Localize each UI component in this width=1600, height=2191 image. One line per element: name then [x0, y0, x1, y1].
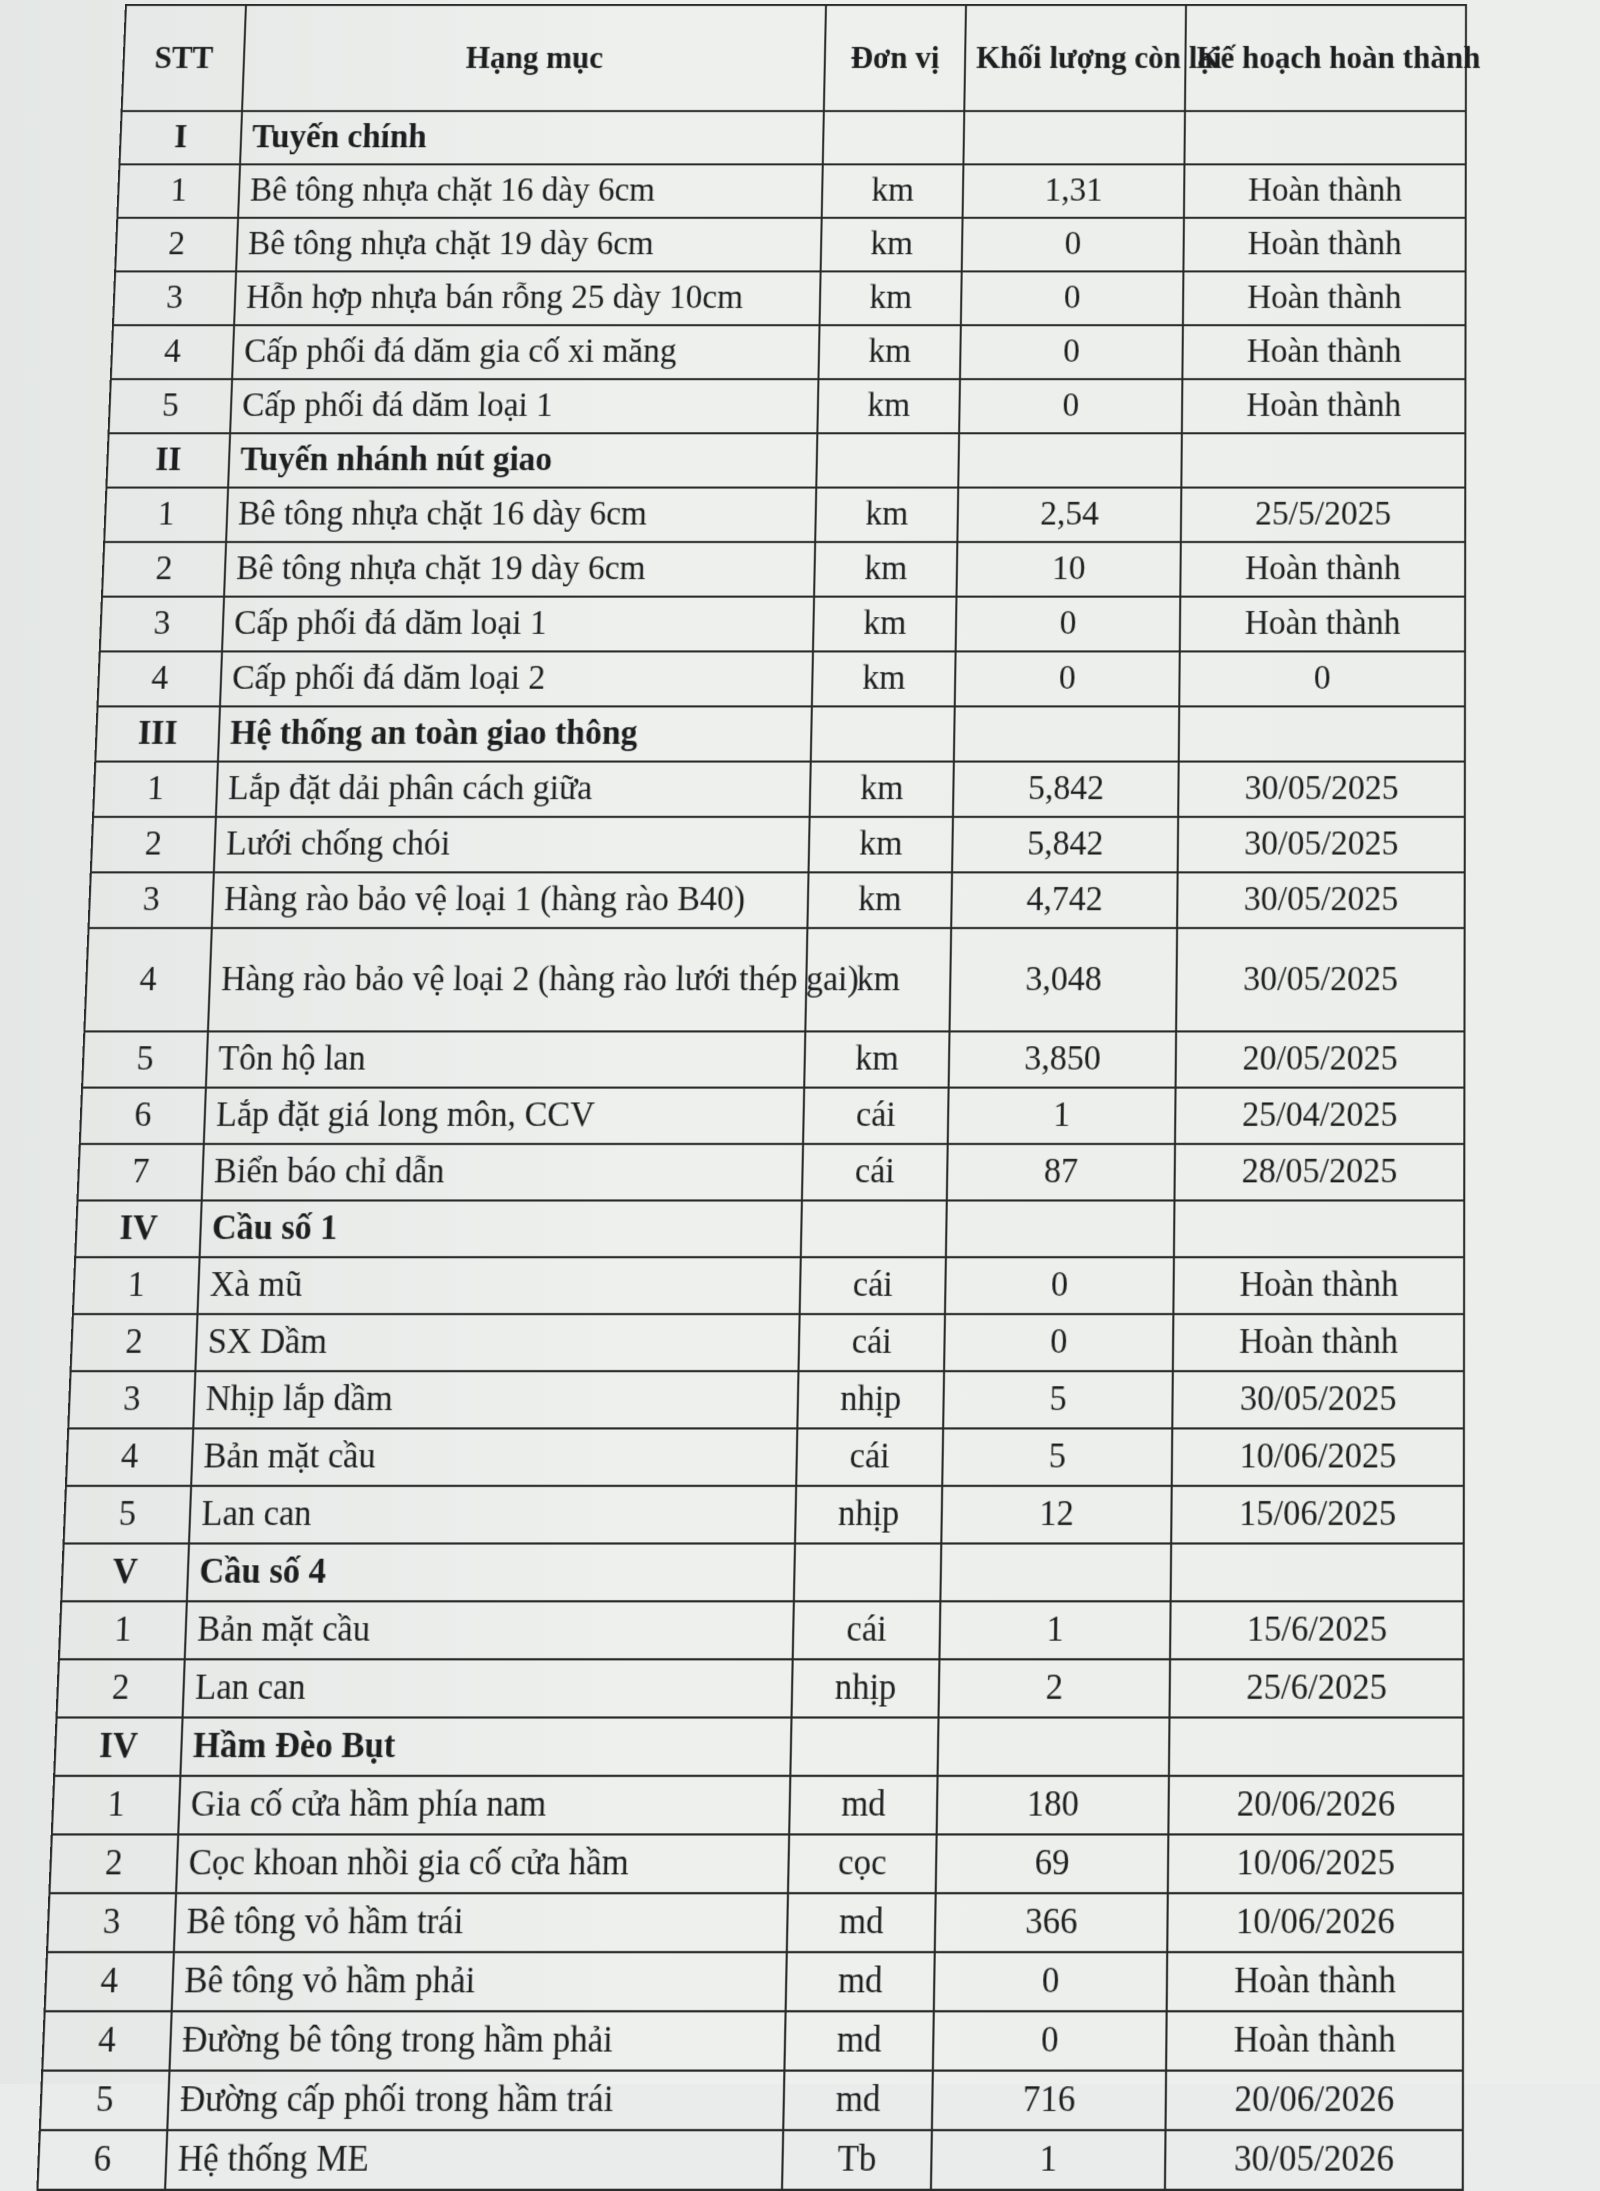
row-plan: 10/06/2026	[1167, 1893, 1463, 1952]
header-unit: Đơn vị	[824, 5, 966, 111]
header-item: Hạng mục	[242, 5, 826, 111]
row-plan: Hoàn thành	[1167, 1952, 1463, 2011]
table-row	[37, 2130, 1462, 2190]
row-item: Bê tông vỏ hầm trái	[174, 1893, 788, 1952]
row-remaining-qty: 0	[961, 271, 1184, 325]
row-unit: cái	[803, 1088, 949, 1144]
section-title: Hầm Đèo Bụt	[180, 1717, 791, 1775]
section-row	[54, 1717, 1463, 1775]
row-remaining-qty: 0	[960, 325, 1183, 379]
table-row	[47, 1893, 1463, 1952]
row-remaining-qty: 5,842	[952, 817, 1178, 872]
row-stt: 1	[52, 1776, 181, 1835]
row-remaining-qty: 1	[931, 2130, 1166, 2190]
row-item: Lưới chống chói	[214, 817, 810, 872]
table-row	[40, 2071, 1463, 2131]
row-remaining-qty: 69	[936, 1834, 1169, 1893]
row-plan: 25/04/2025	[1175, 1088, 1464, 1144]
row-unit: cái	[802, 1144, 948, 1201]
empty-cell	[1181, 433, 1465, 487]
empty-cell	[938, 1717, 1170, 1775]
empty-cell	[811, 706, 955, 761]
row-unit: nhịp	[795, 1486, 942, 1544]
row-unit: km	[822, 164, 964, 217]
row-unit: km	[814, 542, 957, 597]
table-row	[59, 1601, 1464, 1659]
row-stt: 2	[57, 1659, 185, 1717]
row-remaining-qty: 12	[941, 1486, 1171, 1544]
row-stt: 1	[93, 762, 218, 817]
row-stt: 2	[71, 1314, 198, 1371]
row-unit: Tb	[782, 2130, 932, 2190]
table-row	[93, 762, 1465, 817]
row-plan: 30/05/2025	[1178, 817, 1465, 872]
table-row	[111, 325, 1466, 379]
row-item: Lắp đặt dải phân cách giữa	[216, 762, 811, 817]
row-plan: Hoàn thành	[1183, 218, 1465, 272]
row-item: Cọc khoan nhồi gia cố cửa hầm	[176, 1834, 789, 1893]
row-remaining-qty: 87	[947, 1144, 1175, 1201]
row-plan: Hoàn thành	[1182, 325, 1465, 379]
row-remaining-qty: 0	[962, 218, 1184, 272]
table-row	[45, 1952, 1463, 2011]
empty-cell	[963, 111, 1185, 164]
row-stt: 5	[82, 1031, 208, 1087]
table-row	[82, 1031, 1464, 1087]
row-plan: 20/06/2026	[1166, 2071, 1463, 2131]
row-remaining-qty: 3,850	[949, 1031, 1176, 1087]
row-item: Bê tông nhựa chặt 16 dày 6cm	[238, 164, 823, 217]
table-row	[80, 1088, 1465, 1144]
empty-cell	[801, 1200, 947, 1257]
row-item: Đường bê tông trong hầm phải	[169, 2011, 785, 2070]
row-plan: 15/6/2025	[1170, 1601, 1464, 1659]
row-remaining-qty: 716	[932, 2071, 1166, 2131]
row-unit: cọc	[788, 1834, 937, 1893]
table-row	[89, 872, 1465, 928]
row-stt: 3	[100, 597, 224, 652]
row-unit: km	[820, 271, 962, 325]
row-plan: 25/5/2025	[1181, 488, 1465, 542]
section-number: IV	[75, 1200, 201, 1257]
row-plan: 28/05/2025	[1174, 1144, 1464, 1201]
row-unit: km	[821, 218, 963, 272]
row-remaining-qty: 10	[956, 542, 1180, 597]
section-row	[61, 1543, 1463, 1601]
row-plan: 25/6/2025	[1169, 1659, 1463, 1717]
row-stt: 2	[115, 218, 238, 272]
section-title: Tuyến nhánh nút giao	[228, 433, 817, 487]
table-row	[71, 1314, 1464, 1371]
empty-cell	[823, 111, 965, 164]
row-unit: md	[784, 2011, 933, 2070]
row-stt: 4	[42, 2011, 171, 2070]
row-plan: 10/06/2025	[1172, 1428, 1464, 1485]
row-stt: 3	[89, 872, 214, 928]
table-row	[84, 928, 1464, 1031]
table-row	[73, 1257, 1464, 1314]
empty-cell	[940, 1543, 1171, 1601]
table-header-row	[122, 5, 1466, 111]
row-stt: 6	[80, 1088, 206, 1144]
row-stt: 2	[49, 1834, 178, 1893]
row-item: Cấp phối đá dăm loại 1	[222, 597, 814, 652]
section-title: Hệ thống an toàn giao thông	[218, 706, 812, 761]
table-row	[68, 1371, 1464, 1428]
row-item: Lan can	[189, 1486, 796, 1544]
row-remaining-qty: 0	[945, 1257, 1174, 1314]
empty-cell	[816, 433, 959, 487]
row-plan: Hoàn thành	[1173, 1314, 1464, 1371]
table-row	[113, 271, 1466, 325]
row-unit: km	[812, 651, 956, 706]
row-remaining-qty: 180	[937, 1776, 1169, 1835]
row-stt: 3	[113, 271, 236, 325]
row-item: Lan can	[183, 1659, 793, 1717]
table-row	[109, 379, 1466, 433]
row-unit: km	[817, 379, 960, 433]
table-row	[78, 1144, 1465, 1201]
row-stt: 6	[37, 2130, 167, 2190]
row-stt: 4	[98, 651, 222, 706]
row-remaining-qty: 0	[955, 651, 1180, 706]
row-stt: 1	[73, 1257, 200, 1314]
row-stt: 2	[102, 542, 226, 597]
row-remaining-qty: 1	[948, 1088, 1176, 1144]
row-item: Nhịp lắp dầm	[193, 1371, 798, 1428]
row-plan: Hoàn thành	[1183, 271, 1466, 325]
row-plan: Hoàn thành	[1180, 542, 1465, 597]
row-item: Gia cố cửa hầm phía nam	[178, 1776, 790, 1835]
row-item: SX Dầm	[195, 1314, 799, 1371]
table-row	[117, 164, 1465, 217]
row-remaining-qty: 0	[944, 1314, 1173, 1371]
section-number: IV	[54, 1717, 182, 1775]
empty-cell	[1169, 1717, 1464, 1775]
row-plan: 15/06/2025	[1171, 1486, 1464, 1544]
row-unit: km	[815, 488, 958, 542]
row-item: Bản mặt cầu	[185, 1601, 794, 1659]
row-remaining-qty: 5	[942, 1428, 1172, 1485]
row-plan: Hoàn thành	[1182, 379, 1466, 433]
row-unit: km	[813, 597, 957, 652]
row-plan: 30/05/2025	[1172, 1371, 1464, 1428]
row-item: Cấp phối đá dăm loại 1	[230, 379, 818, 433]
table-row	[102, 542, 1465, 597]
row-remaining-qty: 5	[943, 1371, 1173, 1428]
row-stt: 4	[111, 325, 234, 379]
header-remaining: Khối lượng còn lại	[964, 5, 1186, 111]
row-unit: nhịp	[797, 1371, 944, 1428]
row-remaining-qty: 5,842	[953, 762, 1179, 817]
row-item: Bê tông nhựa chặt 16 dày 6cm	[226, 488, 816, 542]
row-stt: 4	[84, 928, 211, 1031]
row-remaining-qty: 3,048	[950, 928, 1178, 1031]
row-remaining-qty: 1	[939, 1601, 1170, 1659]
table-row	[115, 218, 1466, 272]
row-unit: cái	[800, 1257, 946, 1314]
table-row	[52, 1776, 1464, 1835]
row-unit: cái	[796, 1428, 943, 1485]
row-remaining-qty: 366	[935, 1893, 1168, 1952]
row-plan: 20/06/2026	[1168, 1776, 1463, 1835]
row-item: Xà mũ	[197, 1257, 800, 1314]
table-row	[66, 1428, 1464, 1485]
row-stt: 5	[64, 1486, 192, 1544]
row-stt: 3	[68, 1371, 195, 1428]
table-row	[100, 597, 1465, 652]
row-stt: 4	[45, 1952, 174, 2011]
row-unit: km	[804, 1031, 949, 1087]
empty-cell	[794, 1543, 941, 1601]
row-unit: cái	[798, 1314, 944, 1371]
row-unit: md	[789, 1776, 937, 1835]
section-number: III	[95, 706, 220, 761]
row-item: Đường cấp phối trong hầm trái	[167, 2071, 784, 2131]
section-title: Tuyến chính	[240, 111, 824, 164]
row-item: Hàng rào bảo vệ loại 2 (hàng rào lưới thép gai)	[208, 928, 807, 1031]
section-row	[95, 706, 1465, 761]
row-stt: 1	[117, 164, 240, 217]
row-plan: 0	[1179, 651, 1465, 706]
section-number: II	[106, 433, 230, 487]
section-title: Cầu số 4	[187, 1543, 795, 1601]
row-item: Hỗn hợp nhựa bán rỗng 25 dày 10cm	[234, 271, 821, 325]
row-stt: 5	[40, 2071, 170, 2131]
table-row	[104, 488, 1465, 542]
row-plan: 30/05/2025	[1178, 762, 1465, 817]
row-plan: Hoàn thành	[1166, 2011, 1463, 2070]
row-unit: md	[786, 1952, 935, 2011]
section-number: I	[120, 111, 243, 164]
row-item: Biển báo chỉ dẫn	[202, 1144, 803, 1201]
section-row	[75, 1200, 1464, 1257]
section-title: Cầu số 1	[200, 1200, 802, 1257]
row-stt: 3	[47, 1893, 176, 1952]
progress-table	[36, 4, 1481, 2191]
row-plan: Hoàn thành	[1173, 1257, 1464, 1314]
row-item: Cấp phối đá dăm loại 2	[220, 651, 813, 706]
row-remaining-qty: 0	[934, 1952, 1167, 2011]
row-unit: km	[810, 762, 954, 817]
row-plan: 30/05/2025	[1176, 928, 1465, 1031]
row-remaining-qty: 2,54	[957, 488, 1181, 542]
row-item: Bê tông nhựa chặt 19 dày 6cm	[224, 542, 815, 597]
row-stt: 1	[104, 488, 228, 542]
section-row	[120, 111, 1466, 164]
row-stt: 1	[59, 1601, 187, 1659]
empty-cell	[954, 706, 1179, 761]
section-row	[106, 433, 1465, 487]
header-plan: Kế hoạch hoàn thành	[1185, 5, 1466, 111]
empty-cell	[946, 1200, 1175, 1257]
row-unit: cái	[793, 1601, 941, 1659]
row-unit: km	[818, 325, 960, 379]
row-unit: km	[805, 928, 951, 1031]
empty-cell	[1179, 706, 1465, 761]
table-row	[91, 817, 1465, 872]
row-item: Tôn hộ lan	[206, 1031, 805, 1087]
row-remaining-qty: 2	[939, 1659, 1171, 1717]
empty-cell	[790, 1717, 938, 1775]
row-plan: 20/05/2025	[1176, 1031, 1465, 1087]
empty-cell	[1174, 1200, 1464, 1257]
row-plan: 30/05/2026	[1165, 2130, 1463, 2190]
empty-cell	[1171, 1543, 1464, 1601]
row-stt: 2	[91, 817, 216, 872]
row-remaining-qty: 0	[956, 597, 1181, 652]
row-item: Cấp phối đá dăm gia cố xi măng	[232, 325, 819, 379]
section-number: V	[61, 1543, 189, 1601]
row-remaining-qty: 4,742	[951, 872, 1177, 928]
table-row	[42, 2011, 1463, 2070]
row-item: Bê tông nhựa chặt 19 dày 6cm	[236, 218, 822, 272]
table-row	[64, 1486, 1464, 1544]
row-remaining-qty: 0	[959, 379, 1182, 433]
row-plan: Hoàn thành	[1180, 597, 1465, 652]
row-item: Hệ thống ME	[165, 2130, 783, 2190]
row-stt: 7	[78, 1144, 204, 1201]
row-plan: 10/06/2025	[1168, 1834, 1463, 1893]
header-stt: STT	[122, 5, 246, 111]
row-item: Bản mặt cầu	[191, 1428, 797, 1485]
row-unit: km	[809, 817, 953, 872]
row-item: Hàng rào bảo vệ loại 1 (hàng rào B40)	[212, 872, 809, 928]
row-item: Lắp đặt giá long môn, CCV	[204, 1088, 804, 1144]
row-unit: md	[787, 1893, 936, 1952]
table-row	[57, 1659, 1464, 1717]
table-row	[49, 1834, 1463, 1893]
row-unit: nhịp	[792, 1659, 940, 1717]
row-remaining-qty: 1,31	[963, 164, 1185, 217]
table-row	[98, 651, 1466, 706]
table-body	[37, 111, 1465, 2190]
row-unit: md	[783, 2071, 933, 2131]
empty-cell	[958, 433, 1182, 487]
row-plan: Hoàn thành	[1184, 164, 1466, 217]
empty-cell	[1184, 111, 1465, 164]
row-remaining-qty: 0	[933, 2011, 1167, 2070]
row-stt: 5	[109, 379, 233, 433]
row-plan: 30/05/2025	[1177, 872, 1465, 928]
row-item: Bê tông vỏ hầm phải	[172, 1952, 787, 2011]
row-unit: km	[807, 872, 952, 928]
row-stt: 4	[66, 1428, 193, 1485]
